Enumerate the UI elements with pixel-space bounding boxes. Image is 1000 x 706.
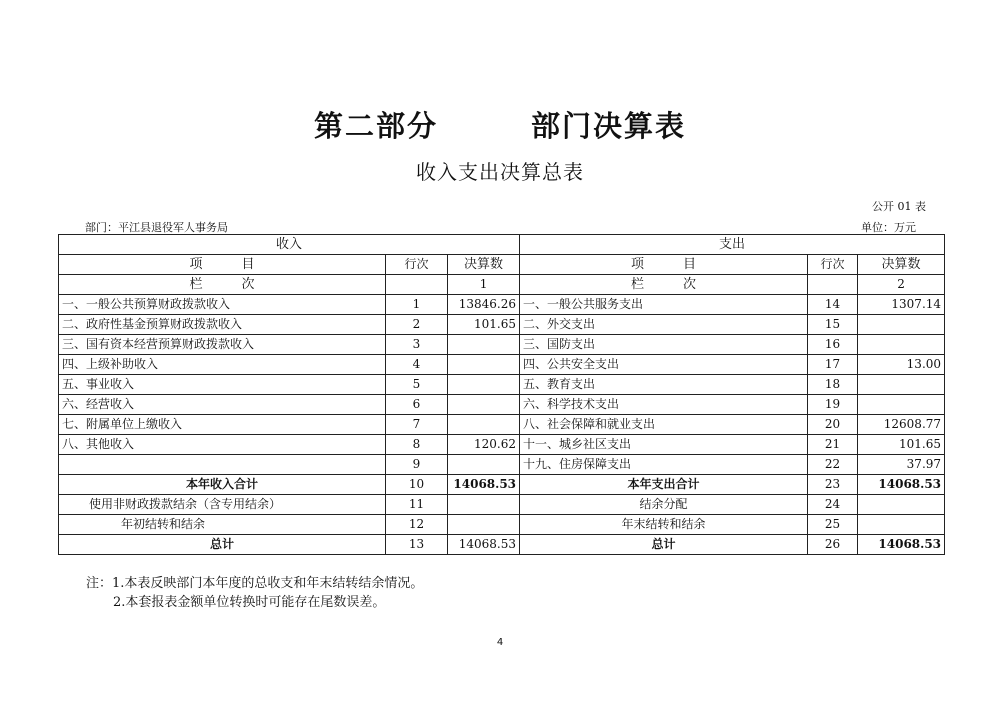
income-header: 收入 <box>59 235 520 255</box>
expense-item: 二、外交支出 <box>520 315 808 335</box>
page-number: 4 <box>496 637 504 648</box>
table-row <box>59 295 945 315</box>
expense-row-number: 14 <box>808 295 858 315</box>
income-item: 五、事业收入 <box>59 375 386 395</box>
expense-item: 一、一般公共服务支出 <box>520 295 808 315</box>
income-item: 六、经营收入 <box>59 395 386 415</box>
expense-item: 十一、城乡社区支出 <box>520 435 808 455</box>
table-row <box>59 335 945 355</box>
income-amount <box>448 335 520 355</box>
expense-item: 三、国防支出 <box>520 335 808 355</box>
expense-amount: 12608.77 <box>858 415 945 435</box>
table-row <box>59 395 945 415</box>
income-item: 七、附属单位上缴收入 <box>59 415 386 435</box>
header-row-columns <box>59 255 945 275</box>
expense-column-number: 2 <box>858 275 945 295</box>
begin-balance-label: 年初结转和结余 <box>59 515 386 535</box>
end-balance-value <box>858 515 945 535</box>
note-2: 2.本套报表金额单位转换时可能存在尾数误差。 <box>113 595 386 610</box>
income-row-number: 5 <box>386 375 448 395</box>
expense-item: 六、科学技术支出 <box>520 395 808 415</box>
table-row <box>59 355 945 375</box>
income-column-label: 栏 次 <box>59 275 386 295</box>
income-item: 一、一般公共预算财政拨款收入 <box>59 295 386 315</box>
income-expense-table <box>58 234 945 555</box>
grand-expense-total-value: 14068.53 <box>858 535 945 555</box>
end-balance-label: 年末结转和结余 <box>520 515 808 535</box>
expense-amount: 37.97 <box>858 455 945 475</box>
header-row-section <box>59 235 945 255</box>
expense-amount <box>858 375 945 395</box>
income-row-number: 7 <box>386 415 448 435</box>
distribution-label: 结余分配 <box>520 495 808 515</box>
expense-item: 八、社会保障和就业支出 <box>520 415 808 435</box>
note-1: 注：1.本表反映部门本年度的总收支和年末结转结余情况。 <box>86 576 424 591</box>
expense-row-number: 15 <box>808 315 858 335</box>
income-row-number: 4 <box>386 355 448 375</box>
income-row-number: 8 <box>386 435 448 455</box>
expense-amount: 1307.14 <box>858 295 945 315</box>
end-balance-rowno: 25 <box>808 515 858 535</box>
page-title: 第二部分 部门决算表 <box>313 109 686 143</box>
expense-item: 十九、住房保障支出 <box>520 455 808 475</box>
table-row <box>59 375 945 395</box>
expense-row-number: 17 <box>808 355 858 375</box>
grand-income-total-label: 总计 <box>59 535 386 555</box>
distribution-rowno: 24 <box>808 495 858 515</box>
expense-amount: 101.65 <box>858 435 945 455</box>
income-amount: 101.65 <box>448 315 520 335</box>
expense-item-header: 项 目 <box>520 255 808 275</box>
income-amount <box>448 455 520 475</box>
expense-amount <box>858 315 945 335</box>
table-row <box>59 435 945 455</box>
table-title: 收入支出决算总表 <box>416 160 584 184</box>
year-expense-total-label: 本年支出合计 <box>520 475 808 495</box>
income-amount <box>448 415 520 435</box>
income-row-number: 1 <box>386 295 448 315</box>
income-column-rowno <box>386 275 448 295</box>
expense-header: 支出 <box>520 235 945 255</box>
expense-column-rowno <box>808 275 858 295</box>
year-expense-total-value: 14068.53 <box>858 475 945 495</box>
distribution-value <box>858 495 945 515</box>
begin-balance-value <box>448 515 520 535</box>
income-item: 四、上级补助收入 <box>59 355 386 375</box>
begin-balance-rowno: 12 <box>386 515 448 535</box>
nonfiscal-row <box>59 495 945 515</box>
expense-column-label: 栏 次 <box>520 275 808 295</box>
expense-item: 四、公共安全支出 <box>520 355 808 375</box>
income-amount <box>448 395 520 415</box>
grand-expense-total-rowno: 26 <box>808 535 858 555</box>
expense-rowno-header: 行次 <box>808 255 858 275</box>
nonfiscal-rowno: 11 <box>386 495 448 515</box>
unit-label: 单位：万元 <box>861 221 916 234</box>
grand-income-total-value: 14068.53 <box>448 535 520 555</box>
expense-amount-header: 决算数 <box>858 255 945 275</box>
expense-row-number: 19 <box>808 395 858 415</box>
grand-total-row <box>59 535 945 555</box>
year-total-row <box>59 475 945 495</box>
expense-amount <box>858 395 945 415</box>
table-number: 公开 01 表 <box>872 200 926 213</box>
department-label: 部门：平江县退役军人事务局 <box>85 221 228 234</box>
income-rowno-header: 行次 <box>386 255 448 275</box>
income-amount-header: 决算数 <box>448 255 520 275</box>
grand-income-total-rowno: 13 <box>386 535 448 555</box>
header-row-column-numbers <box>59 275 945 295</box>
income-amount <box>448 375 520 395</box>
year-income-total-value: 14068.53 <box>448 475 520 495</box>
income-item <box>59 455 386 475</box>
expense-item: 五、教育支出 <box>520 375 808 395</box>
table-row <box>59 315 945 335</box>
expense-amount <box>858 335 945 355</box>
carryover-row <box>59 515 945 535</box>
grand-expense-total-label: 总计 <box>520 535 808 555</box>
expense-amount: 13.00 <box>858 355 945 375</box>
income-row-number: 6 <box>386 395 448 415</box>
notes <box>86 574 423 612</box>
income-item: 八、其他收入 <box>59 435 386 455</box>
income-row-number: 9 <box>386 455 448 475</box>
income-column-number: 1 <box>448 275 520 295</box>
income-amount <box>448 355 520 375</box>
income-row-number: 3 <box>386 335 448 355</box>
expense-row-number: 16 <box>808 335 858 355</box>
income-amount: 120.62 <box>448 435 520 455</box>
table-row <box>59 415 945 435</box>
year-expense-total-rowno: 23 <box>808 475 858 495</box>
expense-row-number: 21 <box>808 435 858 455</box>
expense-row-number: 20 <box>808 415 858 435</box>
income-amount: 13846.26 <box>448 295 520 315</box>
income-row-number: 2 <box>386 315 448 335</box>
income-item-header: 项 目 <box>59 255 386 275</box>
expense-row-number: 22 <box>808 455 858 475</box>
nonfiscal-label: 使用非财政拨款结余（含专用结余） <box>59 495 386 515</box>
nonfiscal-value <box>448 495 520 515</box>
year-income-total-rowno: 10 <box>386 475 448 495</box>
table-row <box>59 455 945 475</box>
income-item: 三、国有资本经营预算财政拨款收入 <box>59 335 386 355</box>
income-item: 二、政府性基金预算财政拨款收入 <box>59 315 386 335</box>
year-income-total-label: 本年收入合计 <box>59 475 386 495</box>
expense-row-number: 18 <box>808 375 858 395</box>
